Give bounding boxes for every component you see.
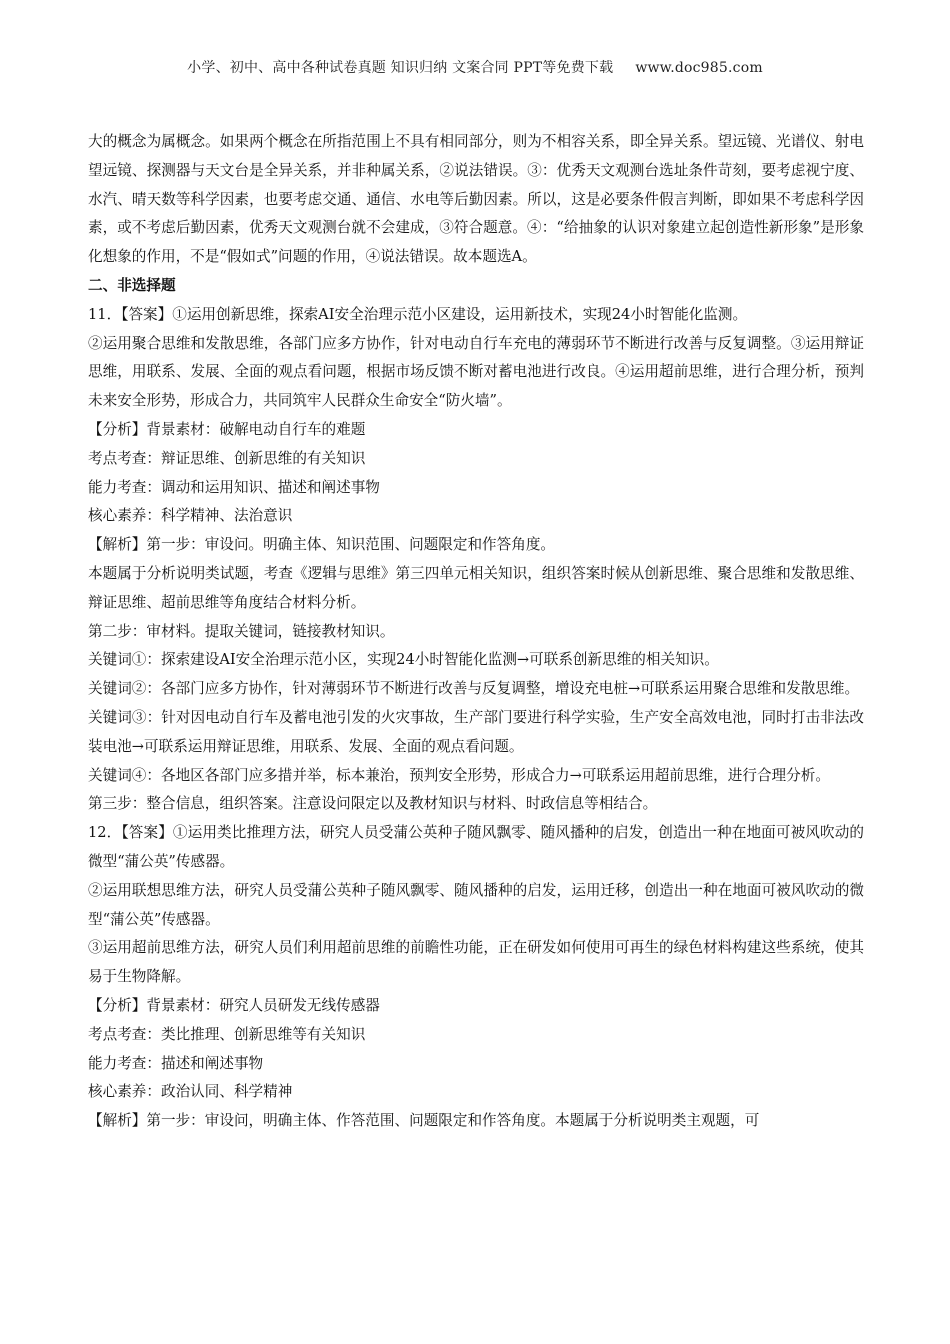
paragraph: 考点考查：辩证思维、创新思维的有关知识 (88, 449, 366, 467)
paragraph: 11．【答案】①运用创新思维，探索AI安全治理示范小区建设，运用新技术，实现24小时智能化监测。 (88, 305, 748, 323)
paragraph: 本题属于分析说明类试题，考查《逻辑与思维》第三四单元相关知识，组织答案时候从创新思维、聚合思维和发散思维、辩证思维、超前思维等角度结合材料分析。 (88, 564, 864, 611)
paragraph: 能力考查：描述和阐述事物 (88, 1054, 264, 1072)
paragraph: 关键词①：探索建设AI安全治理示范小区，实现24小时智能化监测→可联系创新思维的相关知识。 (88, 651, 719, 669)
paragraph: 第二步：审材料。提取关键词，链接教材知识。 (88, 622, 395, 640)
paragraph: 核心素养：科学精神、法治意识 (88, 507, 293, 525)
paragraph: 关键词④：各地区各部门应多措并举，标本兼治，预判安全形势，形成合力→可联系运用超前思维，进行合理分析。 (88, 766, 830, 784)
paragraph: ②运用聚合思维和发散思维，各部门应多方协作，针对电动自行车充电的薄弱环节不断进行改善与反复调整。③运用辩证思维，用联系、发展、全面的观点看问题，根据市场反馈不断对蓄电池进行改良。④运用超前思维，进行合理分析，预判未来安全形势，形成合力，共同筑牢人民群众生命安全“防火墙”。 (88, 334, 864, 410)
paragraph: 第三步：整合信息，组织答案。注意设问限定以及教材知识与材料、时政信息等相结合。 (88, 795, 658, 813)
paragraph: ②运用联想思维方法，研究人员受蒲公英种子随风飘零、随风播种的启发，运用迁移，创造出一种在地面可被风吹动的微型“蒲公英”传感器。 (88, 881, 864, 928)
page-header (0, 57, 950, 77)
paragraph: ③运用超前思维方法，研究人员们利用超前思维的前瞻性功能，正在研发如何使用可再生的绿色材料构建这些系统，使其易于生物降解。 (88, 939, 864, 986)
paragraph: 关键词②：各部门应多方协作，针对薄弱环节不断进行改善与反复调整，增设充电桩→可联系运用聚合思维和发散思维。 (88, 680, 860, 698)
paragraph: 【解析】第一步：审设问，明确主体、作答范围、问题限定和作答角度。本题属于分析说明类主观题，可 (88, 1112, 760, 1130)
paragraph: 【解析】第一步：审设问。明确主体、知识范围、问题限定和作答角度。 (88, 536, 556, 554)
paragraph: 关键词③：针对因电动自行车及蓄电池引发的火灾事故，生产部门要进行科学实验，生产安全高效电池，同时打击非法改装电池→可联系运用辩证思维，用联系、发展、全面的观点看问题。 (88, 708, 864, 755)
paragraph: 核心素养：政治认同、科学精神 (88, 1083, 293, 1101)
paragraph: 【分析】背景素材：研究人员研发无线传感器 (88, 996, 380, 1014)
paragraph: 大的概念为属概念。如果两个概念在所指范围上不具有相同部分，则为不相容关系，即全异关系。望远镜、光谱仪、射电望远镜、探测器与天文台是全异关系，并非种属关系，②说法错误。③：优秀天文观测台选址条件苛刻，要考虑视宁度、水汽、晴天数等科学因素，也要考虑交通、通信、水电等后勤因素。所以，这是必要条件假言判断，即如果不考虑科学因素，或不考虑后勤因素，优秀天文观测台就不会建成，③符合题意。④：“给抽象的认识对象建立起创造性新形象”是形象化想象的作用，不是“假如式”问题的作用，④说法错误。故本题选A。 (88, 133, 864, 266)
paragraph: 能力考查：调动和运用知识、描述和阐述事物 (88, 478, 380, 496)
section-heading: 二、非选择题 (88, 276, 176, 294)
paragraph: 12．【答案】①运用类比推理方法，研究人员受蒲公英种子随风飘零、随风播种的启发，创造出一种在地面可被风吹动的微型“蒲公英”传感器。 (88, 824, 864, 870)
document-body (88, 128, 864, 1136)
paragraph: 考点考查：类比推理、创新思维等有关知识 (88, 1025, 366, 1043)
paragraph: 【分析】背景素材：破解电动自行车的难题 (88, 420, 366, 438)
header-text: 小学、初中、高中各种试卷真题 知识归纳 文案合同 PPT等免费下载 (187, 60, 614, 76)
header-url: www.doc985.com (635, 60, 763, 76)
